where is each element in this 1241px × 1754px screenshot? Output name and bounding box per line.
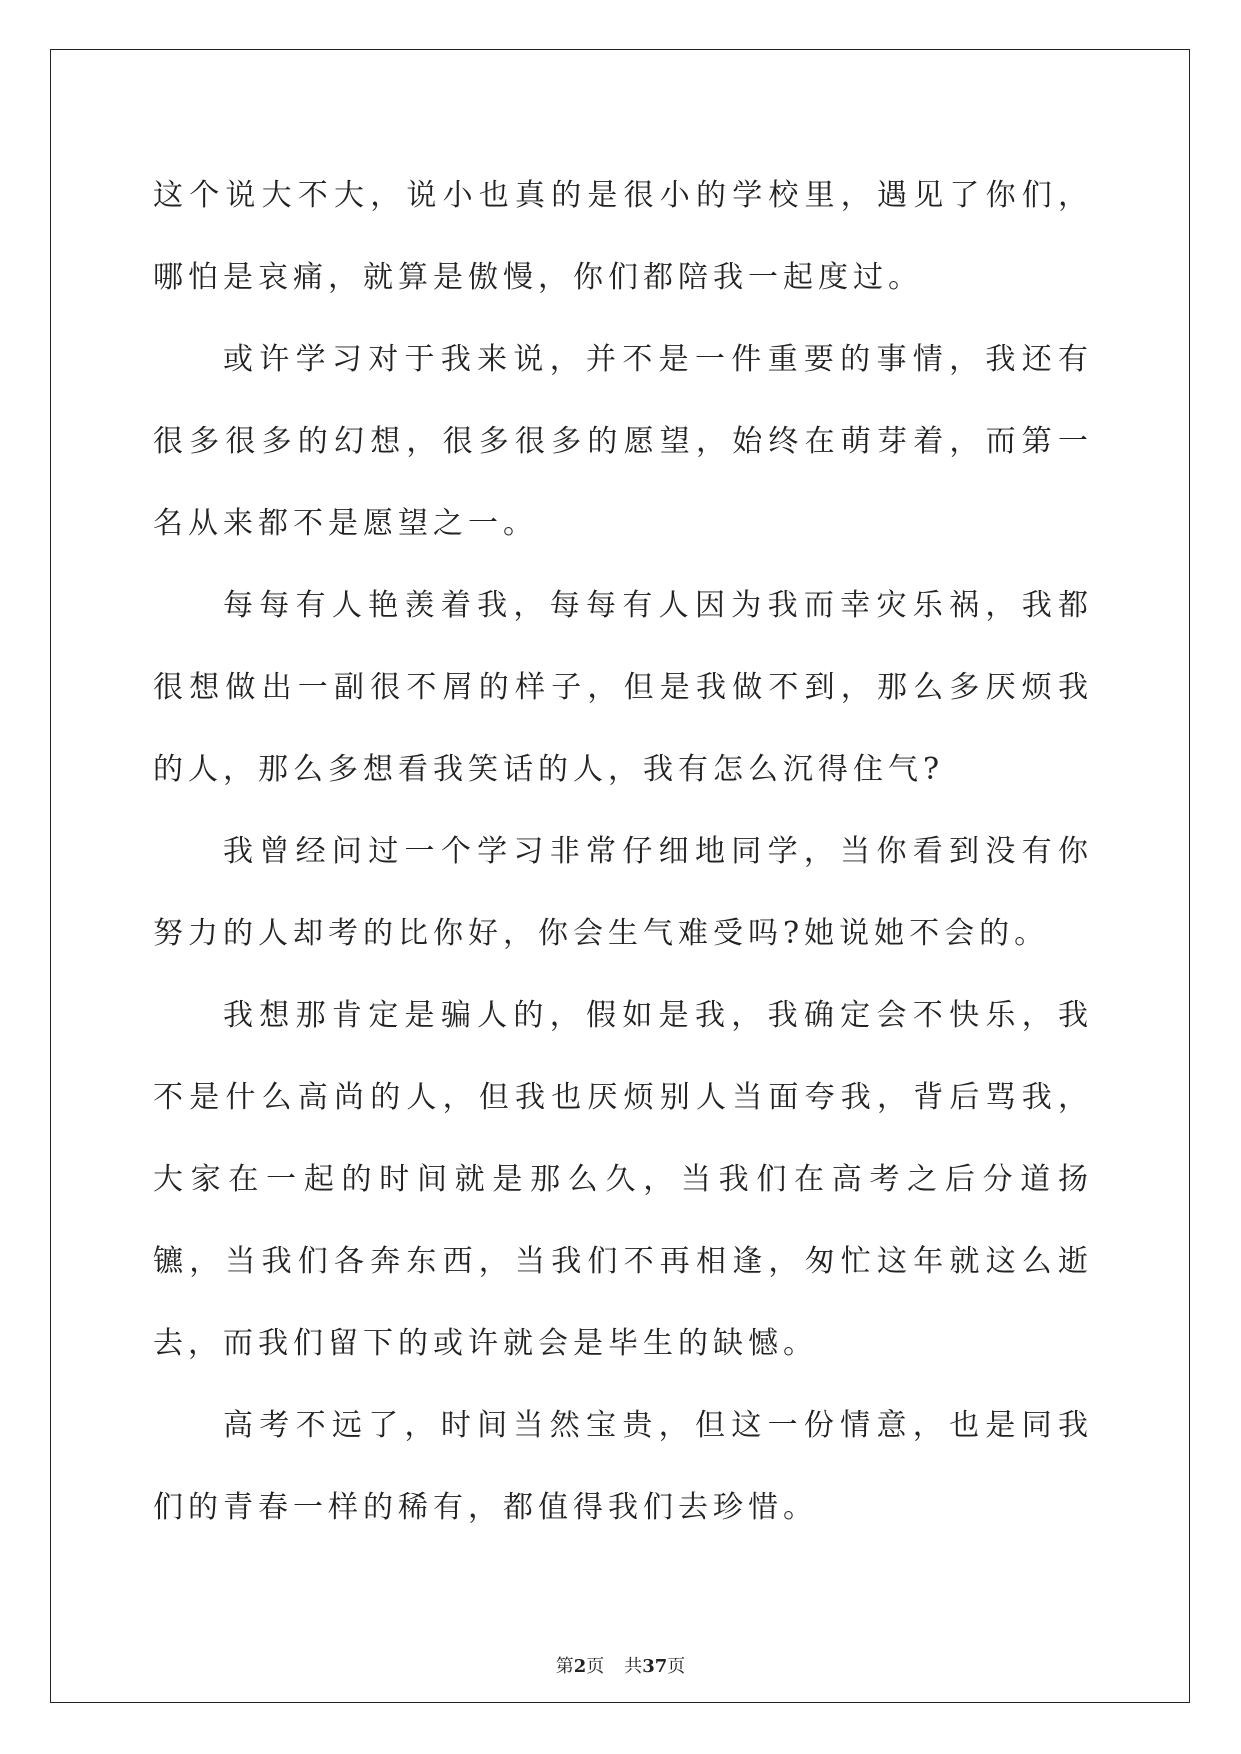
- paragraph-1: [153, 155, 1093, 319]
- total-suffix: 页: [667, 1656, 686, 1677]
- paragraph-5: [153, 975, 1093, 1385]
- paragraph-6: [153, 1385, 1093, 1549]
- paragraph-2: [153, 319, 1093, 565]
- paragraph-text: 高考不远了，时间当然宝贵，但这一份情意，也是同我们的青春一样的稀有，都值得我们去珍惜。: [153, 1408, 1093, 1525]
- paragraph-text: 我想那肯定是骗人的，假如是我，我确定会不快乐，我不是什么高尚的人，但我也厌烦别人当面夸我，背后骂我，大家在一起的时间就是那么久，当我们在高考之后分道扬镳，当我们各奔东西，当我们不再相逢，匆忙这年就这么逝去，而我们留下的或许就会是毕生的缺憾。: [153, 998, 1093, 1361]
- page-number: 2: [573, 1656, 587, 1677]
- paragraph-text: 这个说大不大，说小也真的是很小的学校里，遇见了你们，哪怕是哀痛，就算是傲慢，你们都陪我一起度过。: [153, 178, 1093, 295]
- total-pages: 37: [642, 1656, 668, 1677]
- page-suffix: 页: [586, 1656, 605, 1677]
- document-body: [153, 155, 1093, 1549]
- paragraph-text: 每每有人艳羡着我，每每有人因为我而幸灾乐祸，我都很想做出一副很不屑的样子，但是我做不到，那么多厌烦我的人，那么多想看我笑话的人，我有怎么沉得住气?: [153, 588, 1093, 787]
- page-footer: [0, 1655, 1241, 1679]
- paragraph-text: 我曾经问过一个学习非常仔细地同学，当你看到没有你努力的人却考的比你好，你会生气难受吗?她说她不会的。: [153, 834, 1093, 951]
- total-prefix: 共: [624, 1656, 643, 1677]
- paragraph-4: [153, 811, 1093, 975]
- paragraph-3: [153, 565, 1093, 811]
- page-prefix: 第: [555, 1656, 574, 1677]
- paragraph-text: 或许学习对于我来说，并不是一件重要的事情，我还有很多很多的幻想，很多很多的愿望，始终在萌芽着，而第一名从来都不是愿望之一。: [153, 342, 1093, 541]
